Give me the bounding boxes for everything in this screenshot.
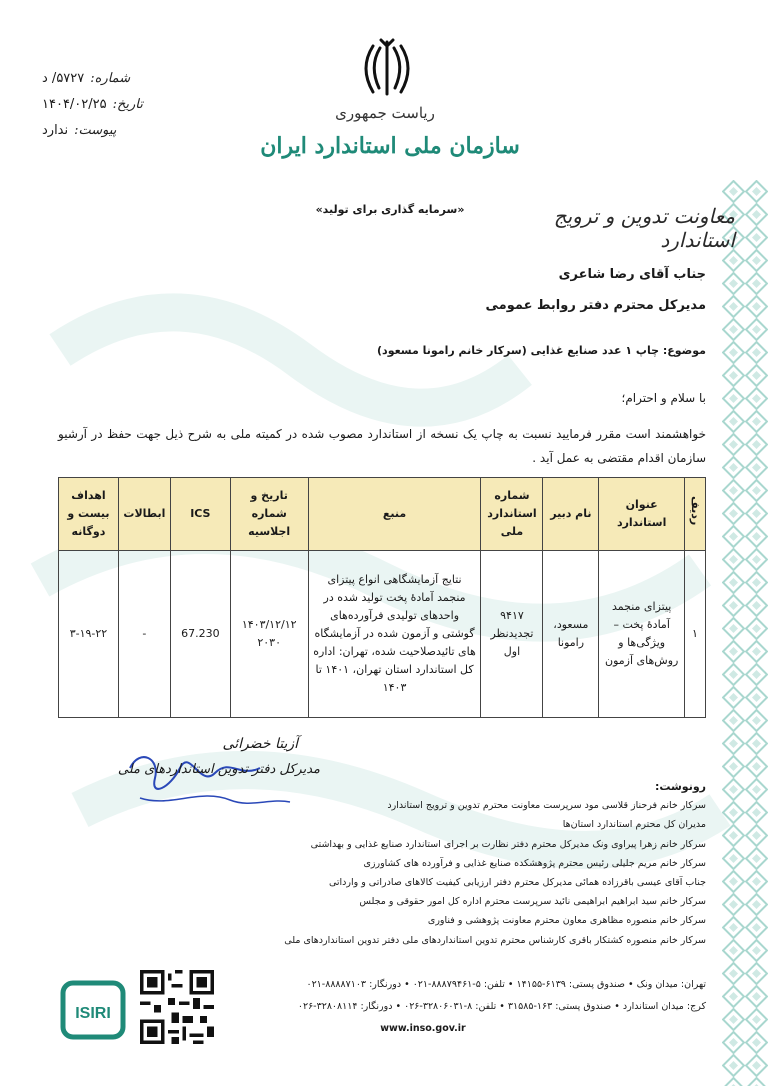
- qr-code-icon: [140, 970, 214, 1044]
- presidency-title: ریاست جمهوری: [335, 104, 435, 122]
- list-item: سرکار خانم سید ابراهیم ابراهیمی نائید سرپرست محترم اداره کل امور حقوقی و مجلس: [359, 896, 706, 908]
- header-ics: ICS: [170, 478, 230, 551]
- greeting: با سلام و احترام؛: [621, 391, 706, 405]
- cc-title: رونوشت:: [654, 780, 706, 793]
- cell-cancellations: -: [118, 551, 170, 718]
- cell-goals: ۳-۱۹-۲۲: [59, 551, 119, 718]
- signer-title: مدیرکل دفتر تدوین استانداردهای ملی: [117, 762, 320, 777]
- addressee-title: مدیرکل محترم دفتر روابط عمومی: [485, 298, 706, 313]
- date-label: تاریخ:: [112, 97, 143, 112]
- cell-standard-number: ۹۴۱۷ تجدیدنظر اول: [481, 551, 543, 718]
- organization-name: سازمان ملی استاندارد ایران: [260, 133, 520, 159]
- number-label: شماره:: [90, 71, 131, 86]
- cell-source: نتایج آزمایشگاهی انواع پیتزای منجمد آمادۀ پخت تولید شده در واحدهای تولیدی فرآورده‌های گوشتی و آزمون شده در آزمایشگاه های تائیدصلاحیت شده، تهران: اداره کل استاندارد استان تهران، ۱۴۰۱ تا ۱۴۰۳: [308, 551, 481, 718]
- standards-table: [58, 477, 706, 718]
- list-item: سرکار خانم مریم جلیلی رئیس محترم پژوهشکده صنایع غذایی و فرآورده های کشاورزی: [363, 857, 706, 869]
- list-item: جناب آقای عیسی باقرزاده همائی مدیرکل محترم دفتر ارزیابی کیفیت کالاهای صادراتی و وارداتی: [328, 877, 706, 889]
- isiri-logo-icon: [60, 980, 126, 1040]
- addressee-name: جناب آقای رضا شاعری: [558, 267, 706, 282]
- national-emblem-icon: [355, 36, 419, 100]
- header-secretary: نام دبیر: [543, 478, 599, 551]
- slogan: «سرمایه گذاری برای تولید»: [315, 203, 465, 216]
- cell-row-number: ۱: [685, 551, 706, 718]
- list-item: سرکار خانم فرحناز قلاسی مود سرپرست معاونت محترم تدوین و ترویج استاندارد: [387, 800, 706, 812]
- footer-tehran-address: تهران: میدان ونک • صندوق پستی: ۶۱۳۹-۱۴۱۵۵ • تلفن: ۵-۸۸۸۷۹۴۶۱-۰۲۱ • دورنگار: ۸۸۸۸۷۱۰۳-۰۲۱: [306, 979, 706, 990]
- table-row: [59, 551, 706, 718]
- list-item: سرکار خانم زهرا پیراوی ونک مدیرکل محترم دفتر نظارت بر اجرای استاندارد صنایع غذایی و بهداشتی: [310, 838, 706, 850]
- attachment-label: پیوست:: [74, 123, 117, 138]
- number-value: ۵۷۲۷/ د: [42, 71, 85, 86]
- website-link[interactable]: www.inso.gov.ir: [380, 1023, 466, 1034]
- subject-line: موضوع: چاپ ۱ عدد صنایع غذایی (سرکار خانم رامونا مسعود): [377, 344, 706, 357]
- header-row-number: ردیف: [685, 478, 706, 551]
- letter-date: [42, 92, 162, 118]
- table-header-row: [59, 478, 706, 551]
- cc-list: [250, 777, 706, 950]
- attachment-value: ندارد: [42, 123, 69, 138]
- date-value: ۱۴۰۴/۰۲/۲۵: [42, 97, 107, 112]
- signer-name: آزیتا خضرائی: [222, 736, 298, 752]
- header-standard-number: شماره استاندارد ملی: [481, 478, 543, 551]
- cell-secretary: مسعود، رامونا: [543, 551, 599, 718]
- header-source: منبع: [308, 478, 481, 551]
- header-title: عنوان استاندارد: [599, 478, 685, 551]
- footer-karaj-address: کرج: میدان استاندارد • صندوق پستی: ۱۶۳-۳۱۵۸۵ • تلفن: ۸-۳۲۸۰۶۰۳۱-۰۲۶ • دورنگار: ۳۲۸۰۸۱۱۴-۰۲۶: [297, 1001, 706, 1012]
- svg-text:ISIRI: ISIRI: [75, 1005, 111, 1022]
- addressee: [380, 259, 706, 321]
- letter-meta: [42, 66, 162, 144]
- list-item: سرکار خانم منصوره کشتکار باقری کارشناس محترم تدوین استانداردهای ملی دفتر تدوین استانداردهای ملی: [284, 934, 706, 946]
- letter-number: [42, 66, 162, 92]
- list-item: مدیران کل محترم استاندارد استان‌ها: [562, 819, 706, 831]
- cell-session: ۱۴۰۳/۱۲/۱۲ ۲۰۳۰: [230, 551, 308, 718]
- body-paragraph: خواهشمند است مقرر فرمایید نسبت به چاپ یک نسخه از استاندارد مصوب شده در کمیته ملی به شرح ذیل جهت حفظ در آرشیو سازمان اقدام مقتضی به عمل آید .: [58, 427, 706, 465]
- list-item: سرکار خانم منصوره مظاهری معاون محترم معاونت پژوهشی و فناوری: [427, 915, 706, 927]
- deputy-title: معاونت تدوین و ترویج استاندارد: [553, 204, 735, 252]
- border-pattern-icon: [722, 180, 768, 1086]
- cell-title: پیتزای منجمد آمادۀ پخت – ویژگی‌ها و روش‌های آزمون: [599, 551, 685, 718]
- footer-contact: [260, 974, 706, 1040]
- letter-attachment: [42, 118, 162, 144]
- header-session: تاریخ و شماره اجلاسیه: [230, 478, 308, 551]
- header-cancellations: ابطالات: [118, 478, 170, 551]
- header-goals: اهداف بیست و دوگانه: [59, 478, 119, 551]
- cell-ics: 67.230: [170, 551, 230, 718]
